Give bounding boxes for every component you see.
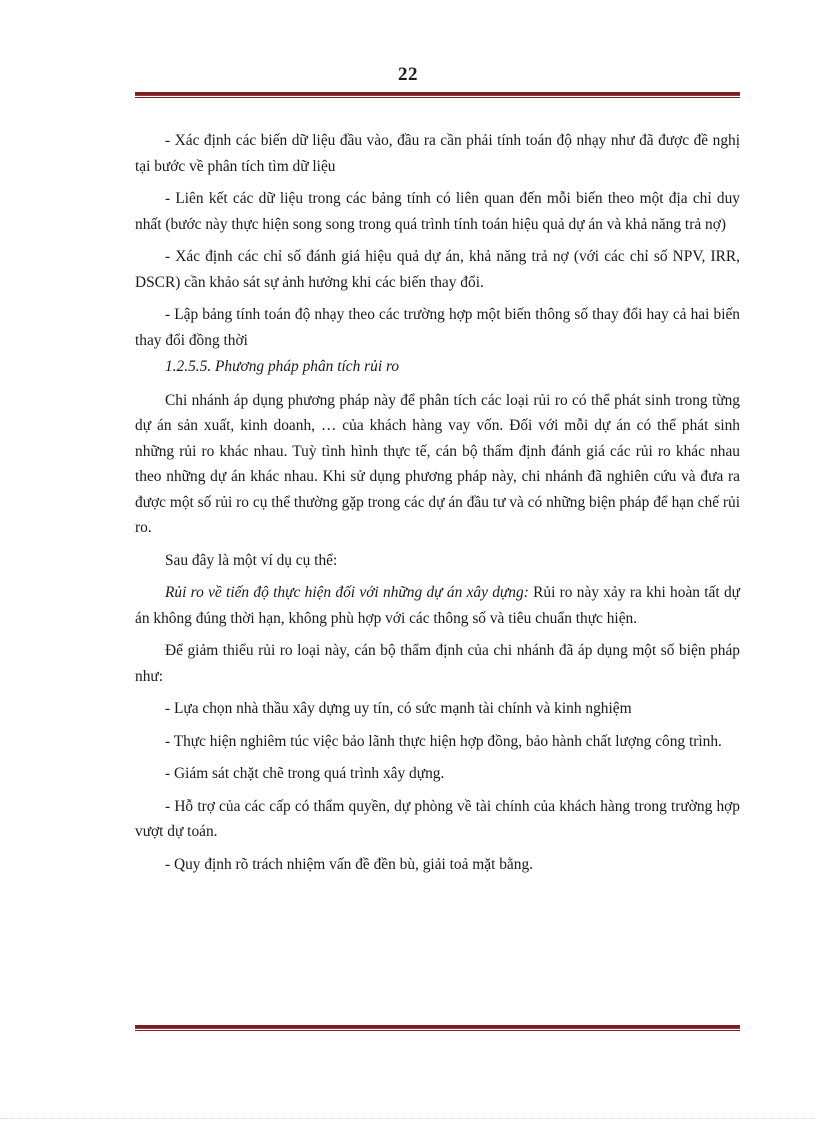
document-body bbox=[135, 128, 740, 884]
list-item: - Hỗ trợ của các cấp có thẩm quyền, dự phòng về tài chính của khách hàng trong trường hợp vượt dự toán. bbox=[135, 797, 740, 840]
header-rule bbox=[135, 92, 740, 98]
list-item: - Giám sát chặt chẽ trong quá trình xây dựng. bbox=[165, 765, 445, 782]
list-item: - Thực hiện nghiêm túc việc bảo lãnh thực hiện hợp đồng, bảo hành chất lượng công trình. bbox=[165, 732, 722, 750]
footer-rule bbox=[135, 1025, 740, 1031]
page-number: 22 bbox=[398, 64, 418, 85]
paragraph-sensitivity-table: - Lập bảng tính toán độ nhạy theo các trường hợp một biến thông số thay đổi hay cả hai biến thay đổi đồng thời bbox=[135, 306, 740, 349]
paragraph-risk-method: Chi nhánh áp dụng phương pháp này để phân tích các loại rủi ro có thể phát sinh trong từng dự án sản xuất, kinh doanh, … của khách hàng vay vốn. Đối với mỗi dự án có thể phát sinh những rủi ro khác nhau. Tuỳ tình hình thực tế, cán bộ thẩm định đánh giá các rủi ro khác nhau theo những dự án khác nhau. Khi sử dụng phương pháp này, chi nhánh đã nghiên cứu và đưa ra được một số rủi ro cụ thể thường gặp trong các dự án đầu tư và có những biện pháp để hạn chế rủi ro. bbox=[135, 391, 740, 536]
list-item: - Quy định rõ trách nhiệm vấn đề đền bù, giải toả mặt bằng. bbox=[165, 855, 533, 873]
list-item: - Lựa chọn nhà thầu xây dựng uy tín, có sức mạnh tài chính và kinh nghiệm bbox=[165, 700, 632, 717]
section-heading: 1.2.5.5. Phương pháp phân tích rủi ro bbox=[165, 358, 400, 375]
paragraph-link-data: - Liên kết các dữ liệu trong các bảng tính có liên quan đến mỗi biến theo một địa chỉ duy nhất (bước này thực hiện song song trong quá trình tính toán hiệu quả dự án và khả năng trả nợ) bbox=[135, 190, 740, 233]
risk-example-text: Rủi ro này xảy ra khi hoàn tất dự án không đúng thời hạn, không phù hợp với các thông số và tiêu chuẩn thực hiện. bbox=[135, 584, 740, 627]
risk-example-lead: Rủi ro về tiến độ thực hiện đối với những dự án xây dựng: bbox=[165, 584, 529, 601]
paragraph-mitigation-intro: Để giảm thiểu rủi ro loại này, cán bộ thẩm định của chi nhánh đã áp dụng một số biện pháp như: bbox=[135, 642, 740, 685]
paragraph-input-output-variables: - Xác định các biến dữ liệu đầu vào, đầu ra cần phải tính toán độ nhạy như đã được đề nghị tại bước về phân tích tìm dữ liệu bbox=[135, 132, 740, 175]
page-edge-dotted-line bbox=[0, 1118, 816, 1119]
paragraph-risk-example bbox=[135, 580, 740, 631]
paragraph-indicators: - Xác định các chỉ số đánh giá hiệu quả dự án, khả năng trả nợ (với các chỉ số NPV, IRR, DSCR) cần khảo sát sự ảnh hưởng khi các biến thay đổi. bbox=[135, 248, 740, 291]
paragraph-example-intro: Sau đây là một ví dụ cụ thể: bbox=[165, 551, 338, 569]
